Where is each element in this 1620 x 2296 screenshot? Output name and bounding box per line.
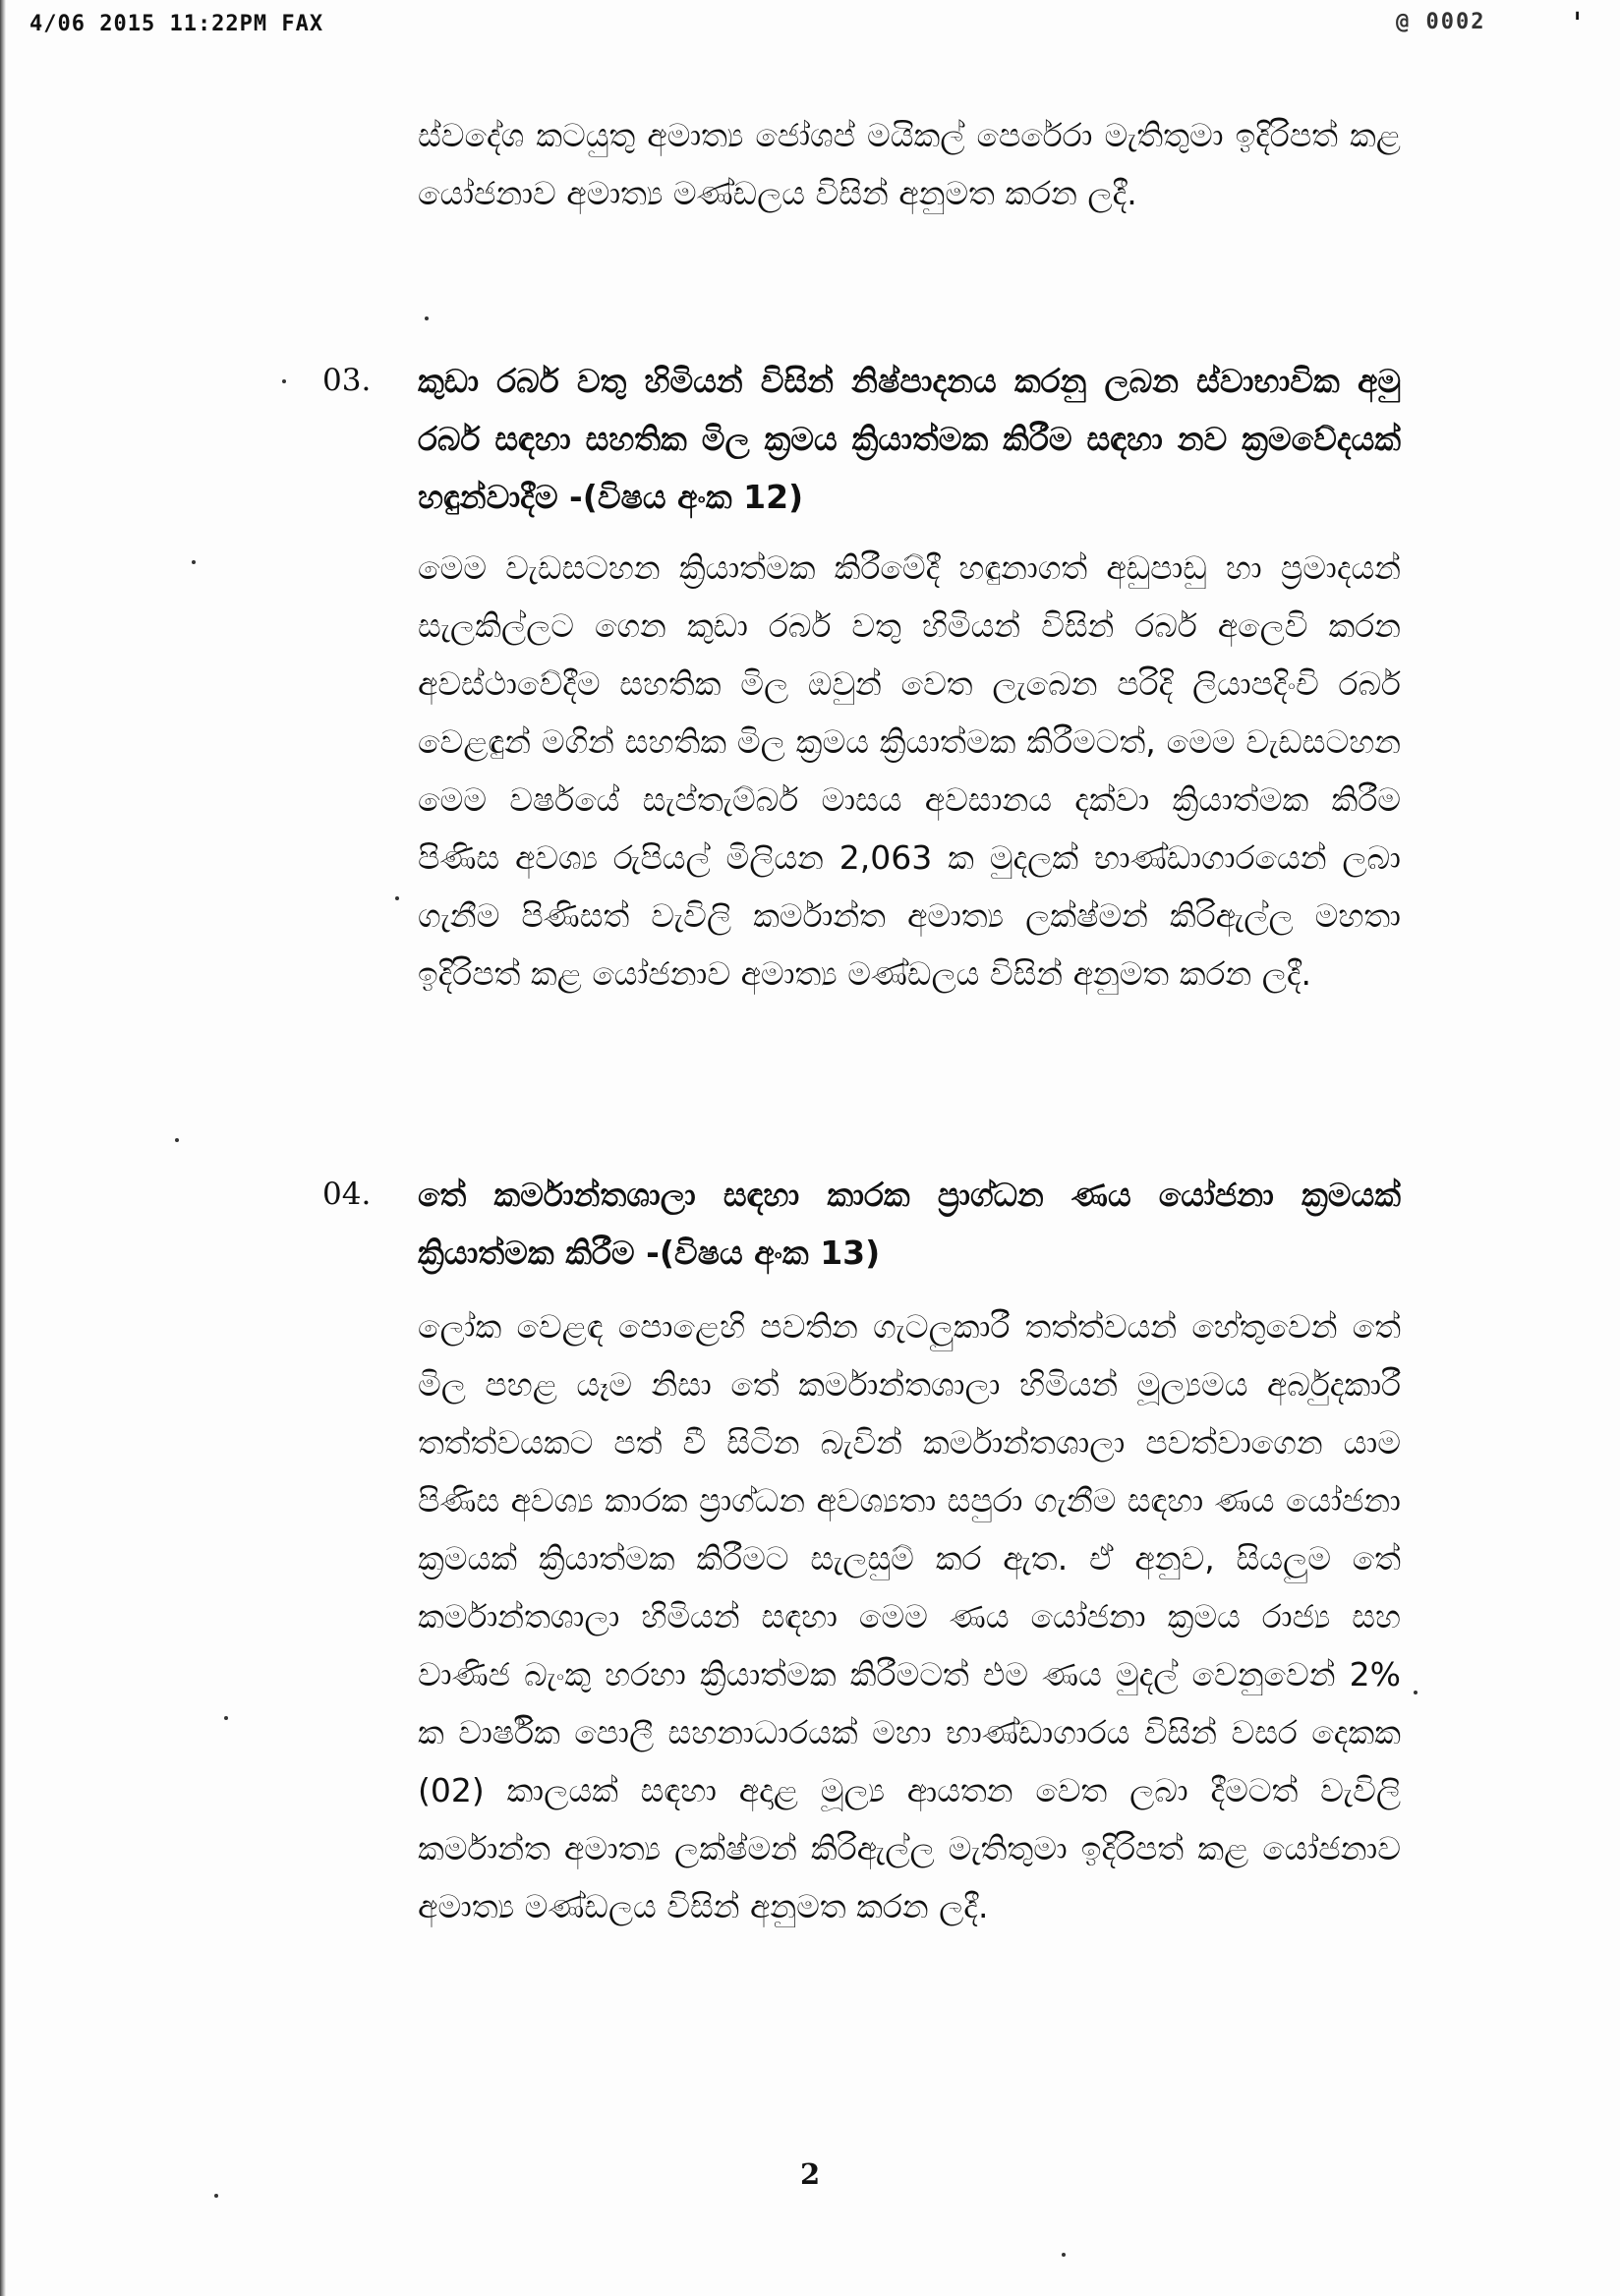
fax-page-reference: @ 0002 [1396, 10, 1486, 34]
item-03-heading: කුඩා රබර් වතු හිමියන් විසින් නිෂ්පාදනය කරනු ලබන ස්වාභාවික අමු රබර් සඳහා සහතික මිල ක්‍රමය ක්‍රියාත්මක කිරීම සඳහා නව ක්‍රමවේදයක් හඳුන්වාදීම -(විෂය අංක 12) [418, 362, 1401, 516]
scan-speck [175, 1138, 179, 1142]
page-number: 2 [800, 2157, 821, 2191]
item-03-body: මෙම වැඩසටහන ක්‍රියාත්මක කිරීමේදී හඳුනාගත් අඩුපාඩු හා ප්‍රමාදයන් සැලකිල්ලට ගෙන කුඩා රබර් වතු හිමියන් විසින් රබර් අලෙවි කරන අවස්ථාවේදීම සහතික මිල ඔවුන් වෙත ලැබෙන පරිදි ලියාපදිංචි රබර් වෙළඳුන් මගින් සහතික මිල ක්‍රමය ක්‍රියාත්මක කිරීමටත්, මෙම වැඩසටහන මෙම වර්ෂයේ සැප්තැම්බර් මාසය අවසානය දක්වා ක්‍රියාත්මක කිරීම පිණිස අවශ්‍ය රුපියල් මිලියන 2,063 ක මුදලක් භාණ්ඩාගාරයෙන් ලබා ගැනීම පිණිසත් වැවිලි කර්මාන්ත අමාත්‍ය ලක්ෂ්මන් කිරිඇල්ල මහතා ඉදිරිපත් කළ යෝජනාව අමාත්‍ය මණ්ඩලය විසින් අනුමත කරන ලදී. [418, 548, 1401, 993]
scan-speck [214, 2194, 218, 2198]
scan-speck [425, 316, 429, 320]
item-number-03: 03. [322, 363, 372, 398]
item-04-body: ලෝක වෙළඳ පොළෙහි පවතින ගැටලුකාරී තත්ත්වයන් හේතුවෙන් තේ මිල පහළ යෑම නිසා තේ කර්මාන්තශාලා හිමියන් මූල්‍යමය අර්බුදකාරී තත්ත්වයකට පත් වී සිටින බැවින් කර්මාන්තශාලා පවත්වාගෙන යාම පිණිස අවශ්‍ය කාරක ප්‍රාග්ධන අවශ්‍යතා සපුරා ගැනීම සඳහා ණය යෝජනා ක්‍රමයක් ක්‍රියාත්මක කිරීමට සැලසුම් කර ඇත. ඒ අනුව, සියලුම තේ කර්මාන්තශාලා හිමියන් සඳහා මෙම ණය යෝජනා ක්‍රමය රාජ්‍ය සහ වාණිජ බැංකු හරහා ක්‍රියාත්මක කිරීමටත් එම ණය මුදල් වෙනුවෙන් 2% ක වාර්ෂික පොලී සහනාධාරයක් මහා භාණ්ඩාගාරය විසින් වසර දෙකක (02) කාලයක් සඳහා අදාළ මූල්‍ය ආයතන වෙත ලබා දීමටත් වැවිලි කර්මාන්ත අමාත්‍ය ලක්ෂ්මන් කිරිඇල්ල මැතිතුමා ඉදිරිපත් කළ යෝජනාව අමාත්‍ය මණ්ඩලය විසින් අනුමත කරන ලදී. [418, 1307, 1401, 1925]
scan-speck [282, 379, 286, 383]
scan-edge-shadow [0, 0, 6, 2296]
scan-speck [192, 560, 196, 564]
top-paragraph: ස්වදේශ කටයුතු අමාත්‍ය ජෝශප් මයිකල් පෙරේරා මැතිතුමා ඉදිරිපත් කළ යෝජනාව අමාත්‍ය මණ්ඩලය විසින් අනුමත කරන ලදී. [418, 116, 1401, 212]
item-number-04: 04. [322, 1177, 372, 1212]
scan-speck [395, 896, 399, 900]
fax-header-datetime: 4/06 2015 11:22PM FAX [29, 12, 324, 36]
scan-speck [224, 1716, 228, 1720]
item-04-heading: තේ කර්මාන්තශාලා සඳහා කාරක ප්‍රාග්ධන ණය යෝජනා ක්‍රමයක් ක්‍රියාත්මක කිරීම -(විෂය අංක 13) [418, 1176, 1401, 1272]
scan-speck [1414, 1691, 1418, 1694]
corner-tick-mark: ˈ [1573, 8, 1583, 42]
scan-speck [1062, 2253, 1066, 2257]
